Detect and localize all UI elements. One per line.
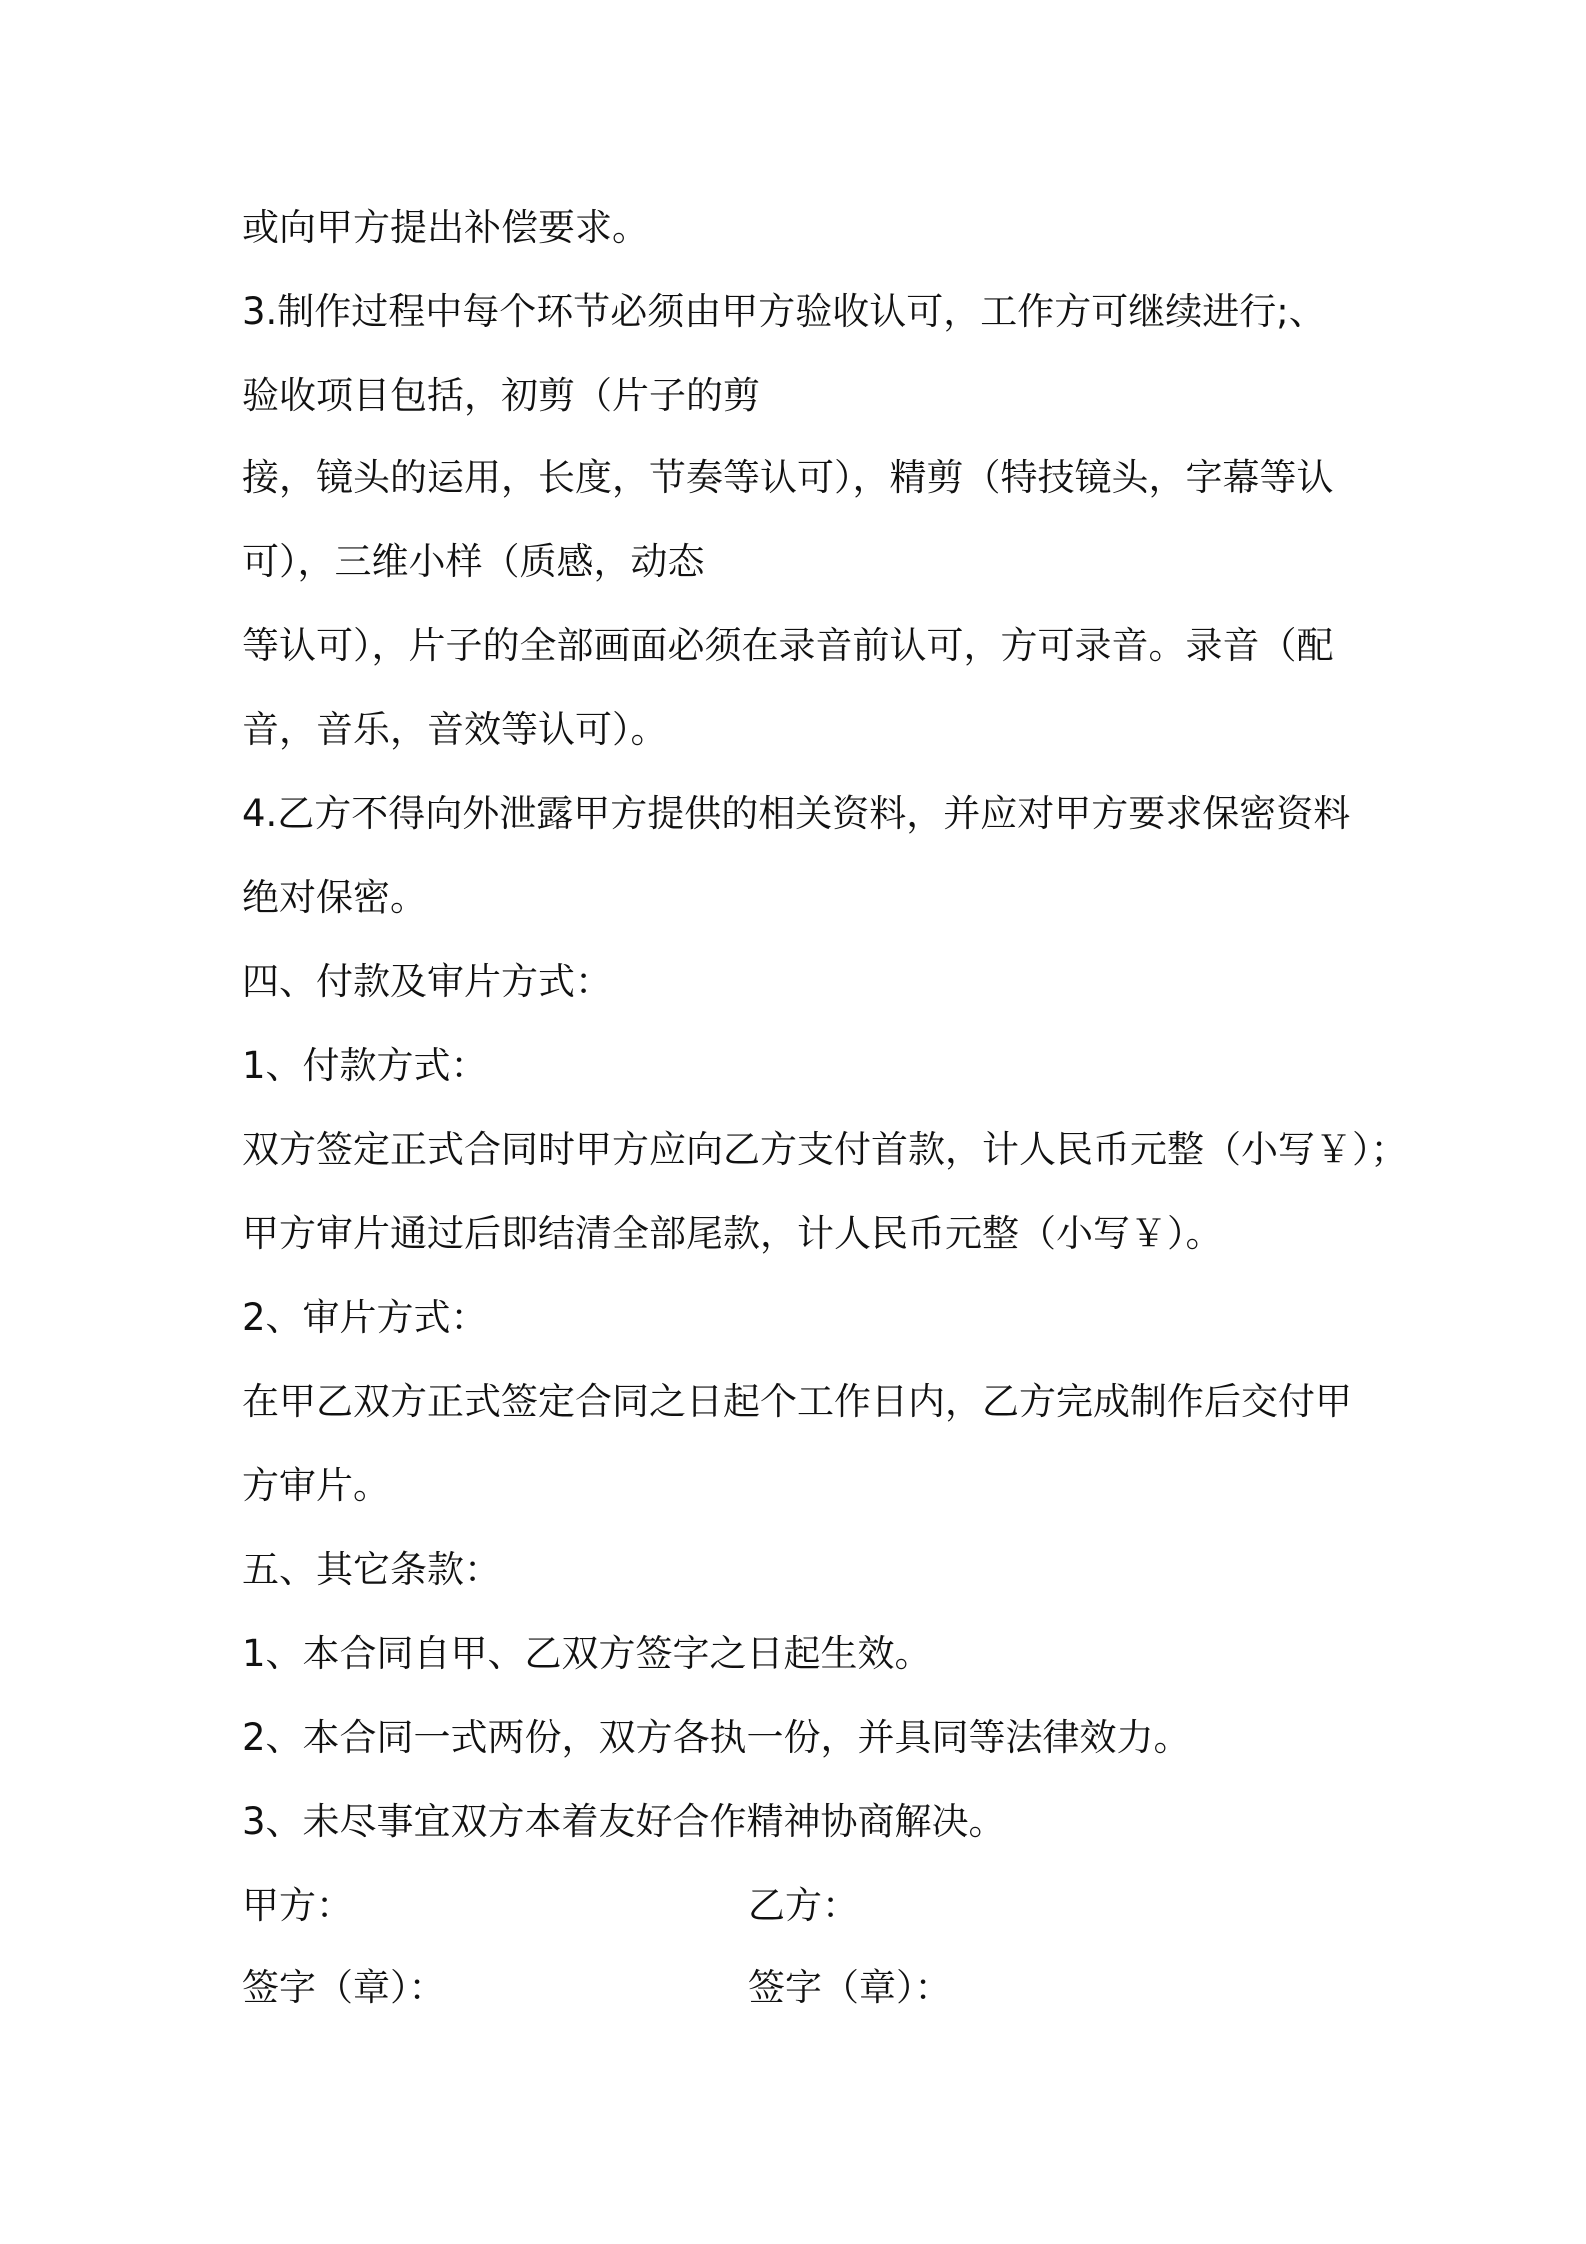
party-a-signature-label: 签字（章）： xyxy=(242,1966,446,2009)
paragraph-line: 方审片。 xyxy=(242,1464,390,1507)
paragraph-line: 4.乙方不得向外泄露甲方提供的相关资料，并应对甲方要求保密资料 xyxy=(242,792,1351,835)
paragraph-line: 等认可），片子的全部画面必须在录音前认可，方可录音。录音（配 xyxy=(242,624,1334,667)
paragraph-line: 可），三维小样（质感，动态 xyxy=(242,540,705,583)
paragraph-line: 音，音乐，音效等认可）。 xyxy=(242,708,668,751)
clause-line: 2、本合同一式两份，双方各执一份，并具同等法律效力。 xyxy=(242,1716,1191,1759)
section-heading: 四、付款及审片方式： xyxy=(242,960,612,1003)
party-b-label: 乙方： xyxy=(748,1884,859,1927)
clause-line: 1、本合同自甲、乙双方签字之日起生效。 xyxy=(242,1632,932,1675)
subsection-heading: 2、审片方式： xyxy=(242,1296,488,1339)
paragraph-line: 在甲乙双方正式签定合同之日起个工作日内，乙方完成制作后交付甲 xyxy=(242,1380,1352,1423)
party-b-signature-label: 签字（章）： xyxy=(748,1966,952,2009)
paragraph-line: 或向甲方提出补偿要求。 xyxy=(242,206,649,249)
paragraph-line: 双方签定正式合同时甲方应向乙方支付首款，计人民币元整（小写￥）； xyxy=(242,1128,1408,1171)
section-heading: 五、其它条款： xyxy=(242,1548,501,1591)
paragraph-line: 甲方审片通过后即结清全部尾款，计人民币元整（小写￥）。 xyxy=(242,1212,1223,1255)
subsection-heading: 1、付款方式： xyxy=(242,1044,488,1087)
paragraph-line: 绝对保密。 xyxy=(242,876,427,919)
paragraph-line: 验收项目包括，初剪（片子的剪 xyxy=(242,374,760,417)
paragraph-line: 接，镜头的运用，长度，节奏等认可），精剪（特技镜头，字幕等认 xyxy=(242,456,1334,499)
party-a-label: 甲方： xyxy=(242,1884,353,1927)
clause-line: 3、未尽事宜双方本着友好合作精神协商解决。 xyxy=(242,1800,1006,1843)
paragraph-line: 3.制作过程中每个环节必须由甲方验收认可，工作方可继续进行;、 xyxy=(242,290,1326,333)
